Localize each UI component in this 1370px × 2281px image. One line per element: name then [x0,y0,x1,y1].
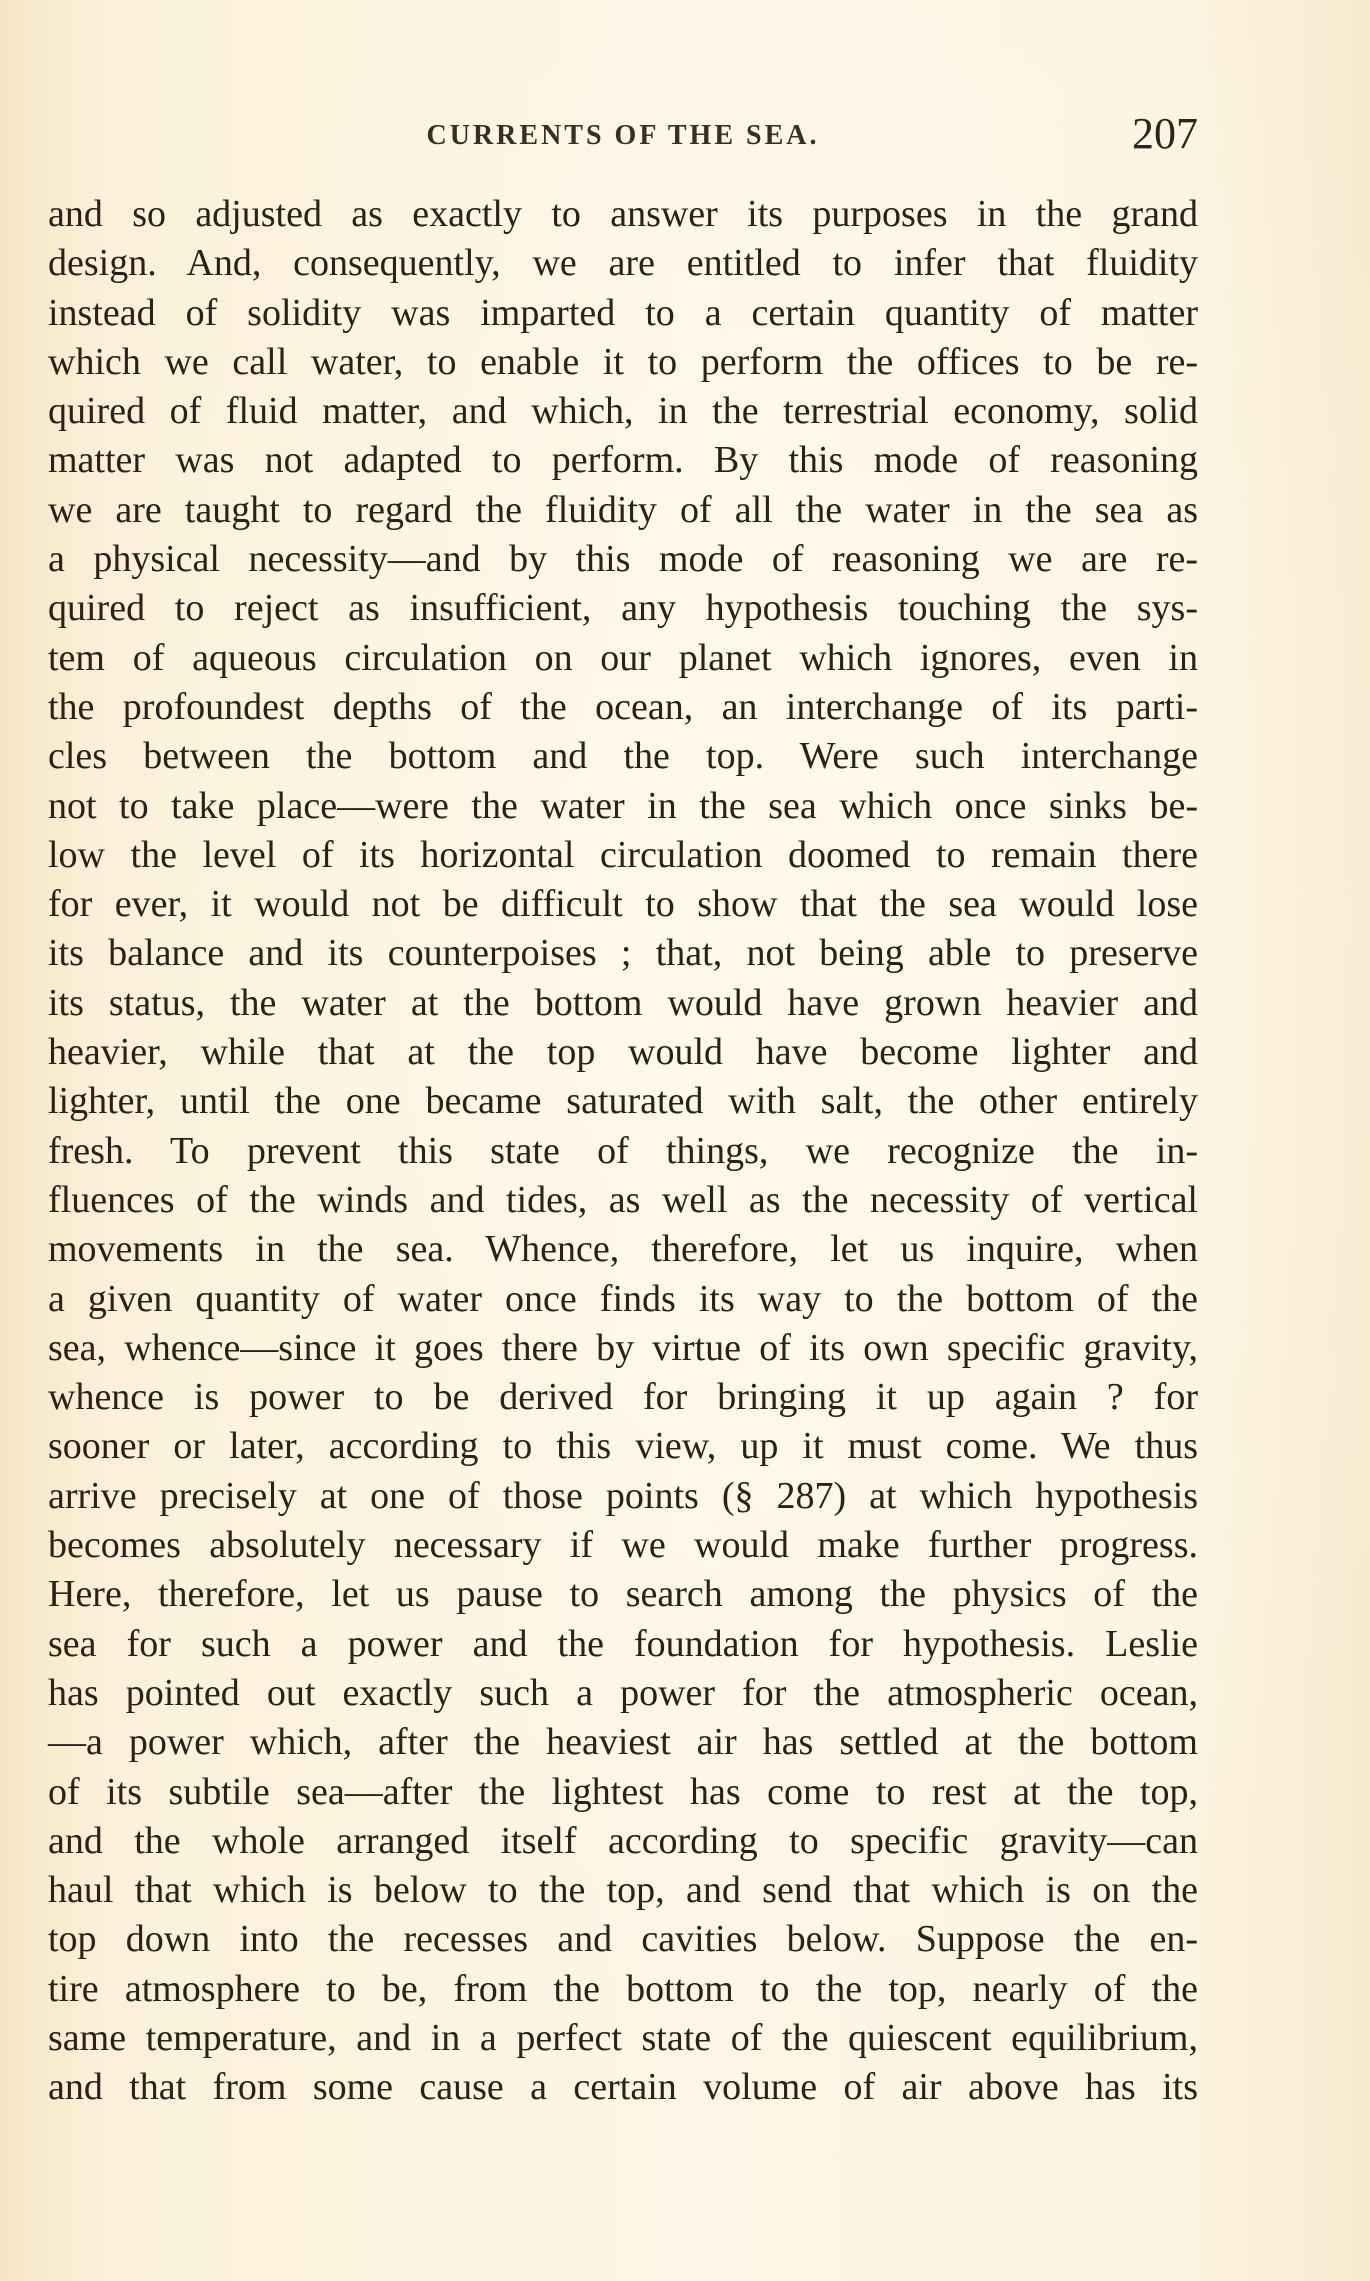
text-line-31: has pointed out exactly such a power for the atmospheric ocean, [48,1671,1198,1714]
page-number: 207 [1132,109,1198,158]
text-line-32: —a power which, after the heaviest air has settled at the bottom [48,1721,1198,1764]
text-line-22: movements in the sea. Whence, therefore, let us inquire, when [48,1228,1198,1271]
text-line-27: arrive precisely at one of those points (§ 287) at which hypothesis [48,1474,1198,1517]
text-line-21: fluences of the winds and tides, as well as the necessity of vertical [48,1178,1198,1221]
text-line-20: fresh. To prevent this state of things, we recognize the in- [48,1129,1198,1172]
text-line-33: of its subtile sea—after the lightest has come to rest at the top, [48,1770,1198,1813]
text-line-4: which we call water, to enable it to perform the offices to be re- [48,340,1198,383]
text-line-37: tire atmosphere to be, from the bottom to the top, nearly of the [48,1967,1198,2010]
text-line-30: sea for such a power and the foundation for hypothesis. Leslie [48,1622,1198,1665]
text-line-8: a physical necessity—and by this mode of reasoning we are re- [48,538,1198,581]
text-line-1: and so adjusted as exactly to answer its purposes in the grand [48,193,1198,235]
text-line-3: instead of solidity was imparted to a certain quantity of matter [48,291,1198,334]
text-line-26: sooner or later, according to this view, up it must come. We thus [48,1425,1198,1468]
page-header [48,108,1198,168]
text-line-23: a given quantity of water once finds its way to the bottom of the [48,1277,1198,1320]
body-text [48,190,1198,2113]
text-line-16: its balance and its counterpoises ; that, not being able to preserve [48,932,1198,975]
text-line-29: Here, therefore, let us pause to search among the physics of the [48,1573,1198,1616]
text-line-6: matter was not adapted to perform. By this mode of reasoning [48,439,1198,482]
text-line-25: whence is power to be derived for bringing it up again ? for [48,1376,1198,1419]
text-line-5: quired of fluid matter, and which, in the terrestrial economy, solid [48,390,1198,433]
text-line-17: its status, the water at the bottom would have grown heavier and [48,981,1198,1024]
text-line-2: design. And, consequently, we are entitled to infer that fluidity [48,242,1198,285]
text-line-11: the profoundest depths of the ocean, an interchange of its parti- [48,685,1198,728]
text-line-19: lighter, until the one became saturated with salt, the other entirely [48,1080,1198,1123]
text-line-14: low the level of its horizontal circulation doomed to remain there [48,833,1198,876]
text-line-35: haul that which is below to the top, and send that which is on the [48,1869,1198,1912]
text-line-24: sea, whence—since it goes there by virtue of its own specific gravity, [48,1326,1198,1369]
text-line-9: quired to reject as insufficient, any hypothesis touching the sys- [48,587,1198,630]
text-line-15: for ever, it would not be difficult to show that the sea would lose [48,883,1198,926]
text-line-34: and the whole arranged itself according to specific gravity—can [48,1819,1198,1862]
text-line-10: tem of aqueous circulation on our planet which ignores, even in [48,636,1198,679]
text-line-7: we are taught to regard the fluidity of all the water in the sea as [48,488,1198,531]
text-line-13: not to take place—were the water in the sea which once sinks be- [48,784,1198,827]
text-line-12: cles between the bottom and the top. Were such interchange [48,735,1198,778]
text-line-38: same temperature, and in a perfect state of the quiescent equilibrium, [48,2016,1198,2059]
running-head: CURRENTS OF THE SEA. [426,120,820,151]
text-line-18: heavier, while that at the top would have become lighter and [48,1031,1198,1074]
text-line-36: top down into the recesses and cavities below. Suppose the en- [48,1918,1198,1961]
text-line-39: and that from some cause a certain volume of air above has its [48,2066,1198,2109]
text-line-28: becomes absolutely necessary if we would make further progress. [48,1524,1198,1567]
